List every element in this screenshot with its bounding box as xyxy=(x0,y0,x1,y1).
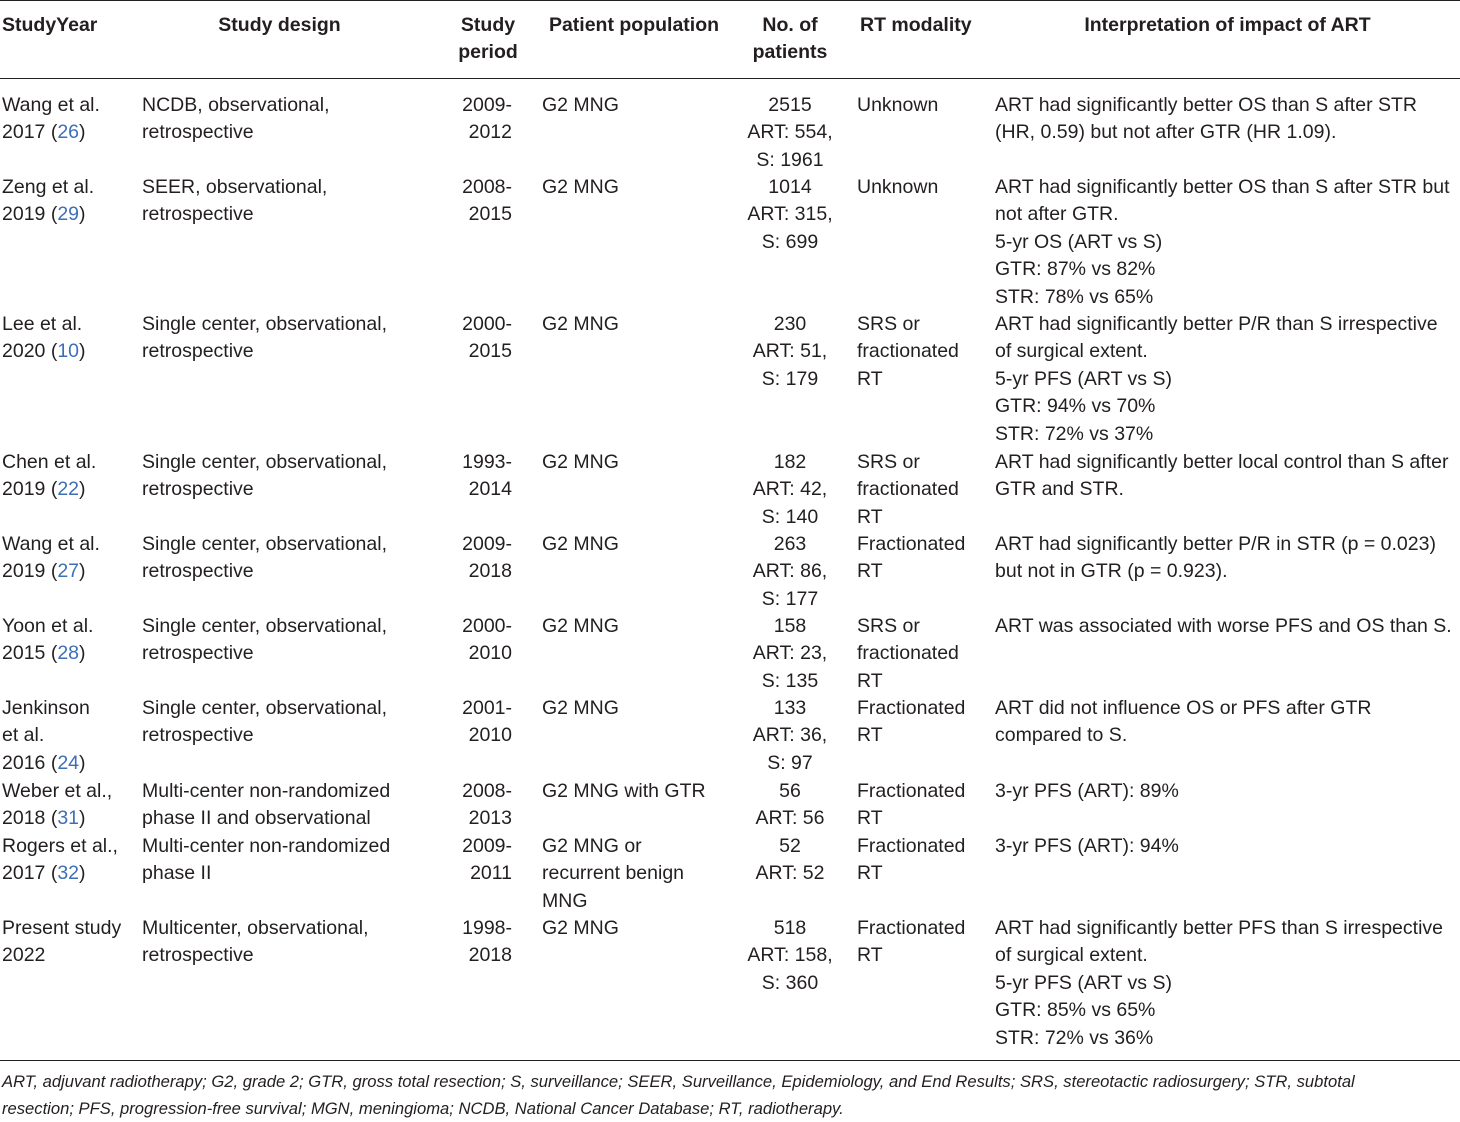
patients-count-cell: 52 ART: 52 xyxy=(755,835,825,885)
header-rt-modality: RT modality xyxy=(860,14,972,36)
patient-population-cell: G2 MNG xyxy=(542,533,619,555)
citation-link[interactable]: 24 xyxy=(57,751,80,774)
study-period-cell: 2008- 2015 xyxy=(462,176,512,226)
patient-population-cell: G2 MNG xyxy=(542,176,619,198)
study-period-cell: 2008- 2013 xyxy=(462,780,512,830)
citation-link[interactable]: 10 xyxy=(57,340,80,363)
study-design-cell: Single center, observational, retrospective xyxy=(142,697,387,747)
patient-population-cell: G2 MNG xyxy=(542,94,619,116)
header-no-of-patients: No. of patients xyxy=(752,14,828,63)
study-period-cell: 2000- 2015 xyxy=(462,313,512,363)
study-year-cell: Jenkinson et al. 2016 (24) xyxy=(2,697,90,774)
study-year-cell: Yoon et al. 2015 (28) xyxy=(2,615,94,665)
table-top-rule xyxy=(0,0,1460,1)
interpretation-cell: ART was associated with worse PFS and OS than S. xyxy=(995,615,1452,637)
rt-modality-cell: Fractionated RT xyxy=(857,697,966,747)
study-period-cell: 2009- 2012 xyxy=(462,94,512,144)
interpretation-cell: ART had significantly better OS than S after STR but not after GTR. 5-yr OS (ART vs S) GTR: 87% vs 82% STR: 78% vs 65% xyxy=(995,176,1450,308)
study-year-cell: Present study 2022 xyxy=(2,917,122,967)
study-period-cell: 2009- 2011 xyxy=(462,835,512,885)
patient-population-cell: G2 MNG xyxy=(542,451,619,473)
patients-count-cell: 1014 ART: 315, S: 699 xyxy=(747,176,833,253)
patient-population-cell: G2 MNG xyxy=(542,917,619,939)
citation-link[interactable]: 27 xyxy=(57,560,80,583)
study-design-cell: Multi-center non-randomized phase II xyxy=(142,835,391,885)
study-design-cell: Single center, observational, retrospective xyxy=(142,533,387,583)
header-patient-population: Patient population xyxy=(548,14,720,36)
header-study-year: StudyYear xyxy=(2,14,98,36)
citation-link[interactable]: 26 xyxy=(57,121,80,144)
study-year-cell: Lee et al. 2020 (10) xyxy=(2,313,86,363)
patients-count-cell: 2515 ART: 554, S: 1961 xyxy=(747,94,833,171)
header-bottom-rule xyxy=(0,78,1460,79)
interpretation-cell: ART did not influence OS or PFS after GTR compared to S. xyxy=(995,697,1372,747)
rt-modality-cell: SRS or fractionated RT xyxy=(857,451,959,528)
patient-population-cell: G2 MNG or recurrent benign MNG xyxy=(542,835,685,912)
study-design-cell: SEER, observational, retrospective xyxy=(142,176,328,226)
interpretation-cell: ART had significantly better local control than S after GTR and STR. xyxy=(995,451,1449,501)
study-year-cell: Weber et al., 2018 (31) xyxy=(2,780,113,830)
citation-link[interactable]: 29 xyxy=(57,203,80,226)
patient-population-cell: G2 MNG xyxy=(542,313,619,335)
table-bottom-rule xyxy=(0,1060,1460,1061)
interpretation-cell: ART had significantly better OS than S after STR (HR, 0.59) but not after GTR (HR 1.09). xyxy=(995,94,1417,144)
patients-count-cell: 56 ART: 56 xyxy=(755,780,825,830)
header-study-design: Study design xyxy=(218,14,341,36)
study-design-cell: Multicenter, observational, retrospective xyxy=(142,917,369,967)
patients-count-cell: 518 ART: 158, S: 360 xyxy=(747,917,833,994)
patient-population-cell: G2 MNG xyxy=(542,615,619,637)
study-year-cell: Rogers et al., 2017 (32) xyxy=(2,835,118,885)
patients-count-cell: 133 ART: 36, S: 97 xyxy=(752,697,828,774)
study-period-cell: 2009- 2018 xyxy=(462,533,512,583)
rt-modality-cell: Fractionated RT xyxy=(857,533,966,583)
rt-modality-cell: Fractionated RT xyxy=(857,780,966,830)
study-design-cell: Single center, observational, retrospective xyxy=(142,313,387,363)
study-period-cell: 2000- 2010 xyxy=(462,615,512,665)
citation-link[interactable]: 32 xyxy=(57,862,80,885)
patients-count-cell: 182 ART: 42, S: 140 xyxy=(752,451,828,528)
interpretation-cell: ART had significantly better P/R in STR (p = 0.023) but not in GTR (p = 0.923). xyxy=(995,533,1436,583)
patients-count-cell: 158 ART: 23, S: 135 xyxy=(752,615,828,692)
citation-link[interactable]: 28 xyxy=(57,642,80,665)
study-design-cell: Single center, observational, retrospective xyxy=(142,451,387,501)
rt-modality-cell: SRS or fractionated RT xyxy=(857,615,959,692)
study-year-cell: Wang et al. 2017 (26) xyxy=(2,94,100,144)
study-design-cell: Multi-center non-randomized phase II and observational xyxy=(142,780,391,830)
rt-modality-cell: Unknown xyxy=(857,176,939,198)
patient-population-cell: G2 MNG with GTR xyxy=(542,780,706,802)
header-interpretation: Interpretation of impact of ART xyxy=(1084,14,1371,36)
rt-modality-cell: Fractionated RT xyxy=(857,917,966,967)
study-period-cell: 2001- 2010 xyxy=(462,697,512,747)
interpretation-cell: 3-yr PFS (ART): 89% xyxy=(995,780,1179,802)
header-study-period: Study period xyxy=(458,14,518,63)
interpretation-cell: ART had significantly better P/R than S irrespective of surgical extent. 5-yr PFS (ART vs S) GTR: 94% vs 70% STR: 72% vs 37% xyxy=(995,313,1438,445)
rt-modality-cell: SRS or fractionated RT xyxy=(857,313,959,390)
study-period-cell: 1998- 2018 xyxy=(462,917,512,967)
patient-population-cell: G2 MNG xyxy=(542,697,619,719)
citation-link[interactable]: 22 xyxy=(57,478,80,501)
rt-modality-cell: Unknown xyxy=(857,94,939,116)
interpretation-cell: 3-yr PFS (ART): 94% xyxy=(995,835,1179,857)
interpretation-cell: ART had significantly better PFS than S irrespective of surgical extent. 5-yr PFS (ART vs S) GTR: 85% vs 65% STR: 72% vs 36% xyxy=(995,917,1443,1049)
study-period-cell: 1993- 2014 xyxy=(462,451,512,501)
patients-count-cell: 230 ART: 51, S: 179 xyxy=(752,313,828,390)
study-year-cell: Chen et al. 2019 (22) xyxy=(2,451,97,501)
patients-count-cell: 263 ART: 86, S: 177 xyxy=(752,533,828,610)
study-design-cell: NCDB, observational, retrospective xyxy=(142,94,330,144)
study-year-cell: Zeng et al. 2019 (29) xyxy=(2,176,95,226)
table-footnote: ART, adjuvant radiotherapy; G2, grade 2; GTR, gross total resection; S, surveillance; SEER, Surveillance, Epidemiology, and End Results; SRS, stereotactic radiosurgery; STR, subtotal resection; PFS, progression-free survival; MGN, meningioma; NCDB, National Cancer Database; RT, radiotherapy. xyxy=(2,1072,1355,1118)
citation-link[interactable]: 31 xyxy=(57,807,80,830)
study-year-cell: Wang et al. 2019 (27) xyxy=(2,533,100,583)
study-design-cell: Single center, observational, retrospective xyxy=(142,615,387,665)
rt-modality-cell: Fractionated RT xyxy=(857,835,966,885)
